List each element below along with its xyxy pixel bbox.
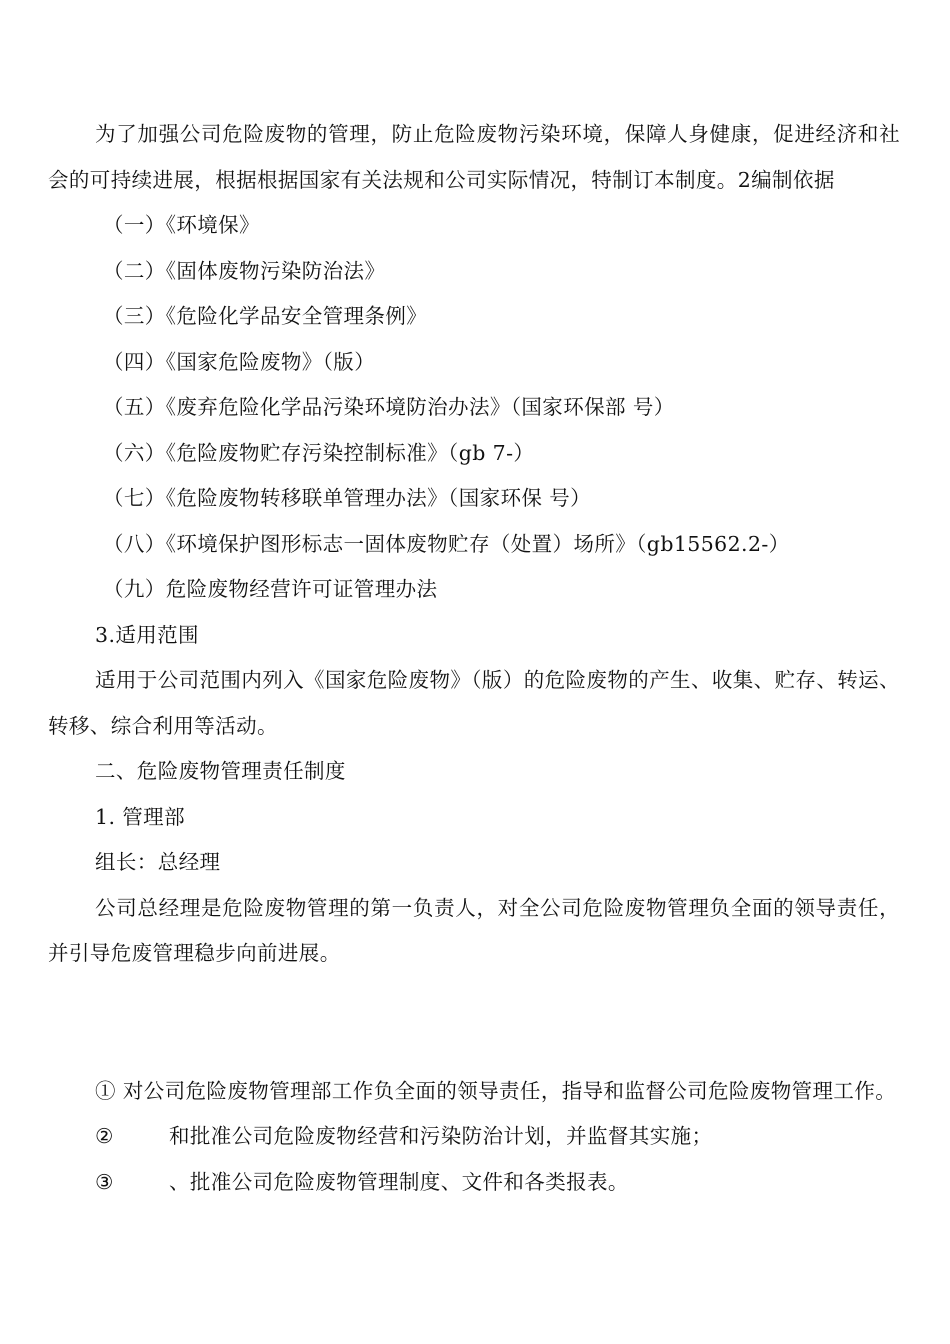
basis-item-7: （七）《危险废物转移联单管理办法》（国家环保 号） (103, 486, 592, 510)
leader-description: 公司总经理是危险废物管理的第一负责人，对全公司危险废物管理负全面的领导责任，并引导危废管理稳步向前进展。 (48, 895, 900, 965)
duty-item-2 (48, 1114, 900, 1160)
basis-item-2: （二）《固体废物污染防治法》 (103, 258, 386, 283)
duty-2-number: ② (95, 1124, 114, 1148)
basis-item-4: （四）《国家危险废物》（版） (103, 349, 376, 374)
management-dept-heading: 1. 管理部 (95, 804, 185, 829)
basis-item-1: （一）《环境保》 (103, 213, 260, 237)
section-2-heading: 二、危险废物管理责任制度 (95, 759, 346, 783)
document-body (48, 112, 900, 1205)
duty-2-text: 和批准公司危险废物经营和污染防治计划，并监督其实施； (169, 1124, 713, 1148)
duty-item-1: ① 对公司危险废物管理部工作负全面的领导责任，指导和监督公司危险废物管理工作。 (95, 1078, 897, 1103)
scope-heading: 3.适用范围 (95, 622, 199, 647)
basis-list (48, 203, 900, 613)
scope-paragraph: 适用于公司范围内列入《国家危险废物》（版）的危险废物的产生、收集、贮存、转运、转移、综合利用等活动。 (48, 668, 900, 738)
duty-item-3 (48, 1160, 900, 1206)
basis-item-8: （八）《环境保护图形标志一固体废物贮存（处置）场所》（gb15562.2-） (103, 531, 790, 556)
basis-item-6: （六）《危险废物贮存污染控制标准》（gb 7-） (103, 440, 535, 465)
intro-paragraph: 为了加强公司危险废物的管理，防止危险废物污染环境，保障人身健康，促进经济和社会的可持续进展，根据根据国家有关法规和公司实际情况，特制订本制度。2编制依据 (48, 122, 900, 192)
basis-item-5: （五）《废弃危险化学品污染环境防治办法》（国家环保部 号） (103, 395, 675, 419)
team-leader-line: 组长：总经理 (95, 850, 221, 874)
basis-item-3: （三）《危险化学品安全管理条例》 (103, 304, 428, 328)
duty-3-number: ③ (95, 1169, 114, 1194)
duty-3-text: 、批准公司危险废物管理制度、文件和各类报表。 (169, 1169, 629, 1194)
blank-gap (48, 977, 900, 1069)
basis-item-9: （九）危险废物经营许可证管理办法 (103, 577, 438, 601)
